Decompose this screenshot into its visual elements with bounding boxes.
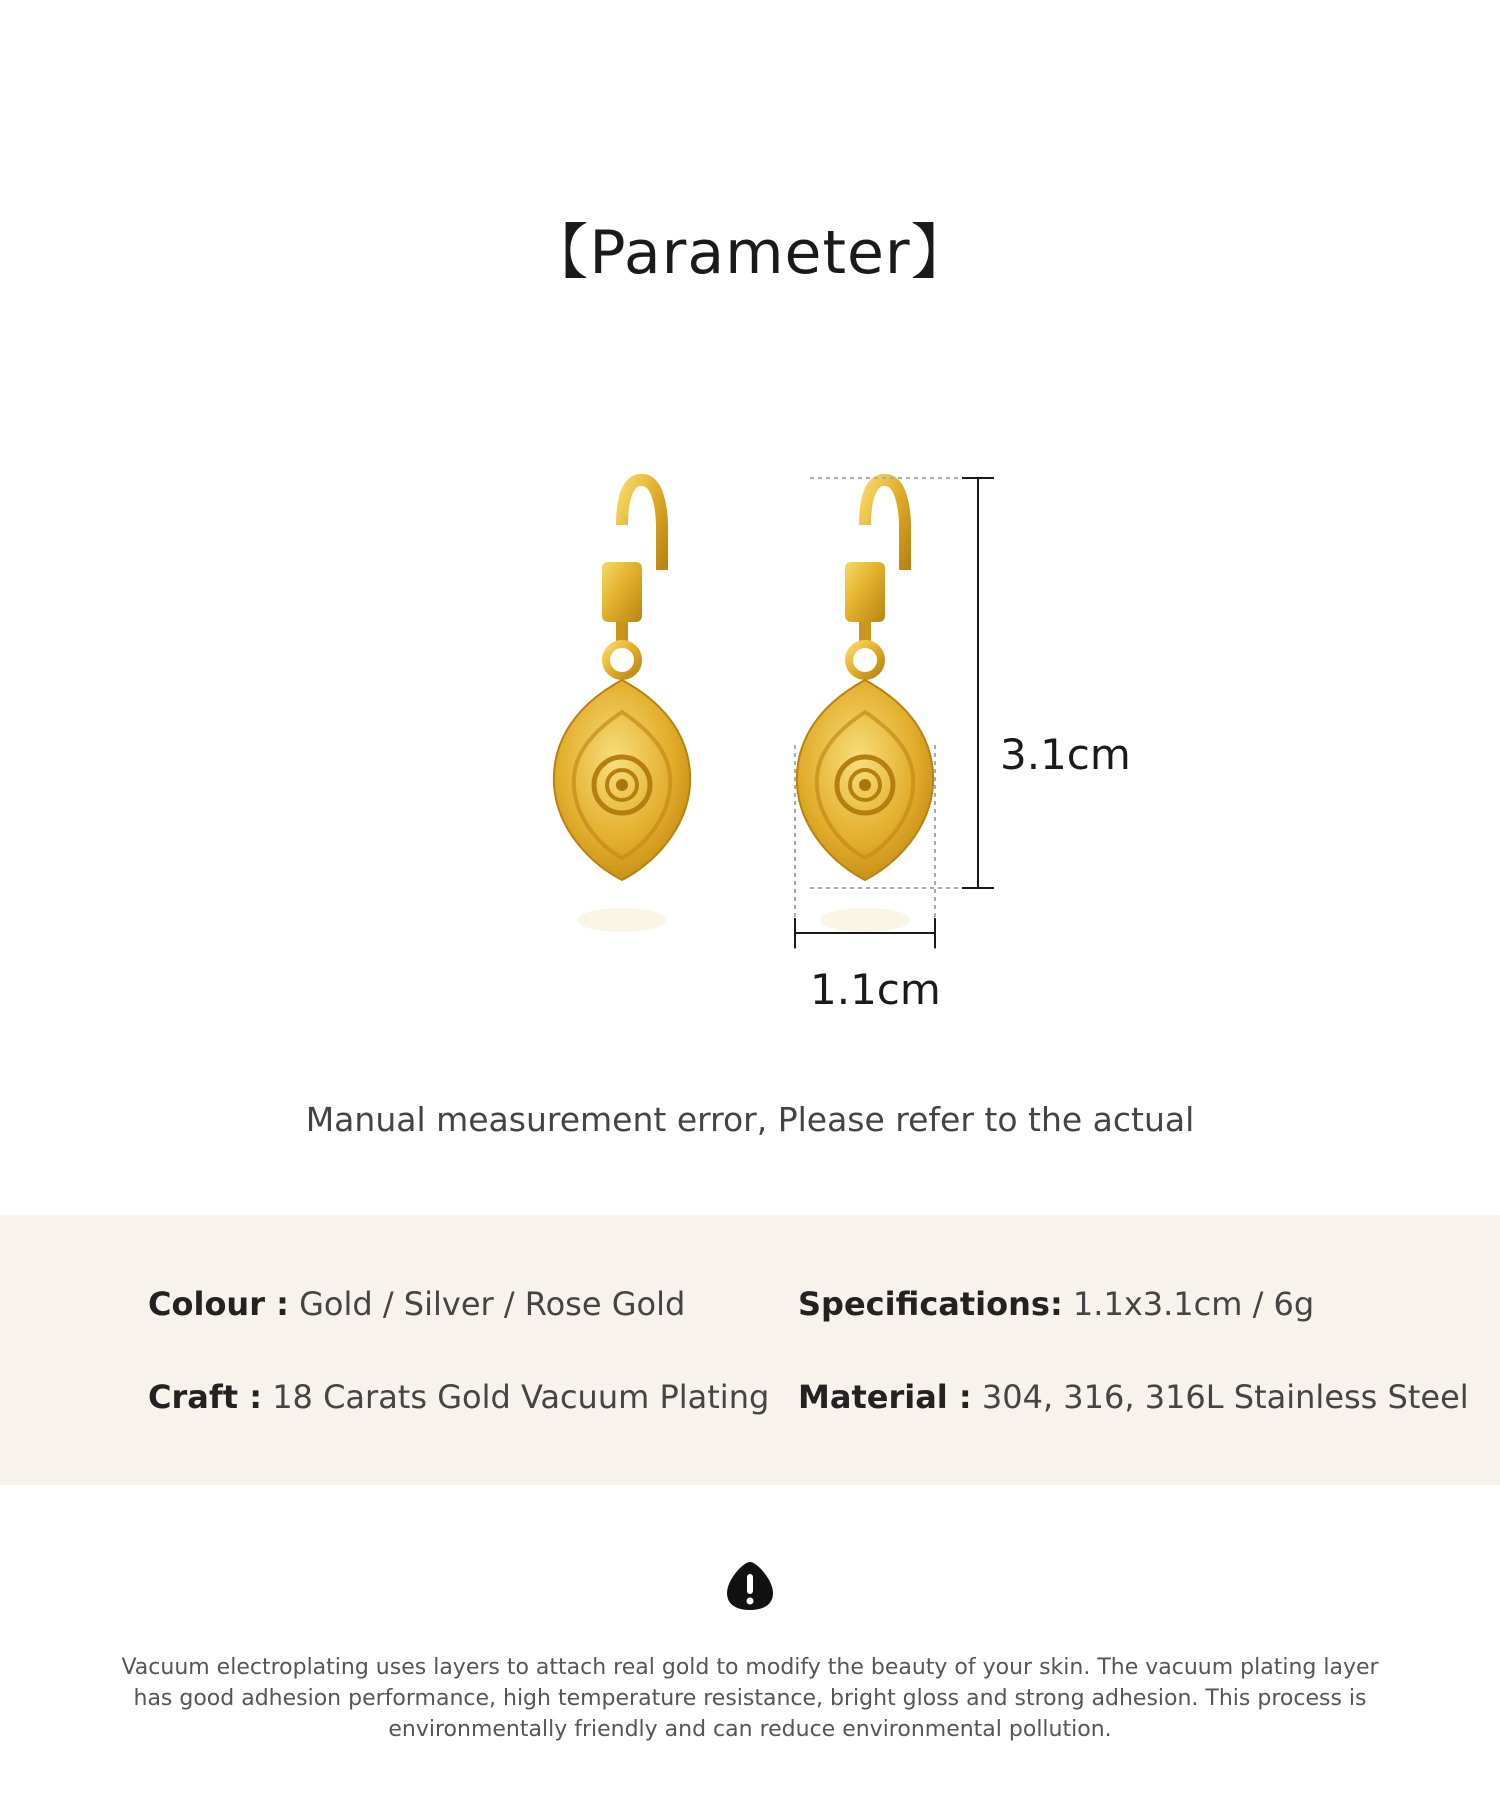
spec-material	[798, 1378, 1469, 1416]
spec-specifications-key: Specifications:	[798, 1285, 1063, 1323]
specs-band	[0, 1215, 1500, 1485]
spec-craft-value: 18 Carats Gold Vacuum Plating	[272, 1378, 770, 1416]
right-earring	[797, 480, 933, 932]
spec-colour-key: Colour :	[148, 1285, 289, 1323]
exclamation-icon	[725, 1560, 775, 1612]
height-dimension-label: 3.1cm	[1000, 730, 1131, 779]
spec-material-key: Material :	[798, 1378, 972, 1416]
plating-description: Vacuum electroplating uses layers to attach real gold to modify the beauty of your skin. The vacuum plating layer has good adhesion performance, high temperature resistance, bright gloss and strong adhesion. This process is environmentally friendly and can reduce environmental pollution.	[121, 1655, 1379, 1742]
spec-craft	[148, 1378, 769, 1416]
measurement-note: Manual measurement error, Please refer to the actual	[305, 1100, 1195, 1139]
earrings-product-image	[0, 450, 1500, 1030]
width-dimension-label: 1.1cm	[810, 965, 941, 1014]
spec-material-value: 304, 316, 316L Stainless Steel	[981, 1378, 1469, 1416]
left-earring	[554, 480, 690, 932]
spec-colour	[148, 1285, 685, 1323]
spec-specifications-value: 1.1x3.1cm / 6g	[1072, 1285, 1315, 1323]
spec-specifications	[798, 1285, 1314, 1323]
spec-craft-key: Craft :	[148, 1378, 263, 1416]
page-title: 【Parameter】	[528, 218, 972, 288]
spec-colour-value: Gold / Silver / Rose Gold	[299, 1285, 686, 1323]
